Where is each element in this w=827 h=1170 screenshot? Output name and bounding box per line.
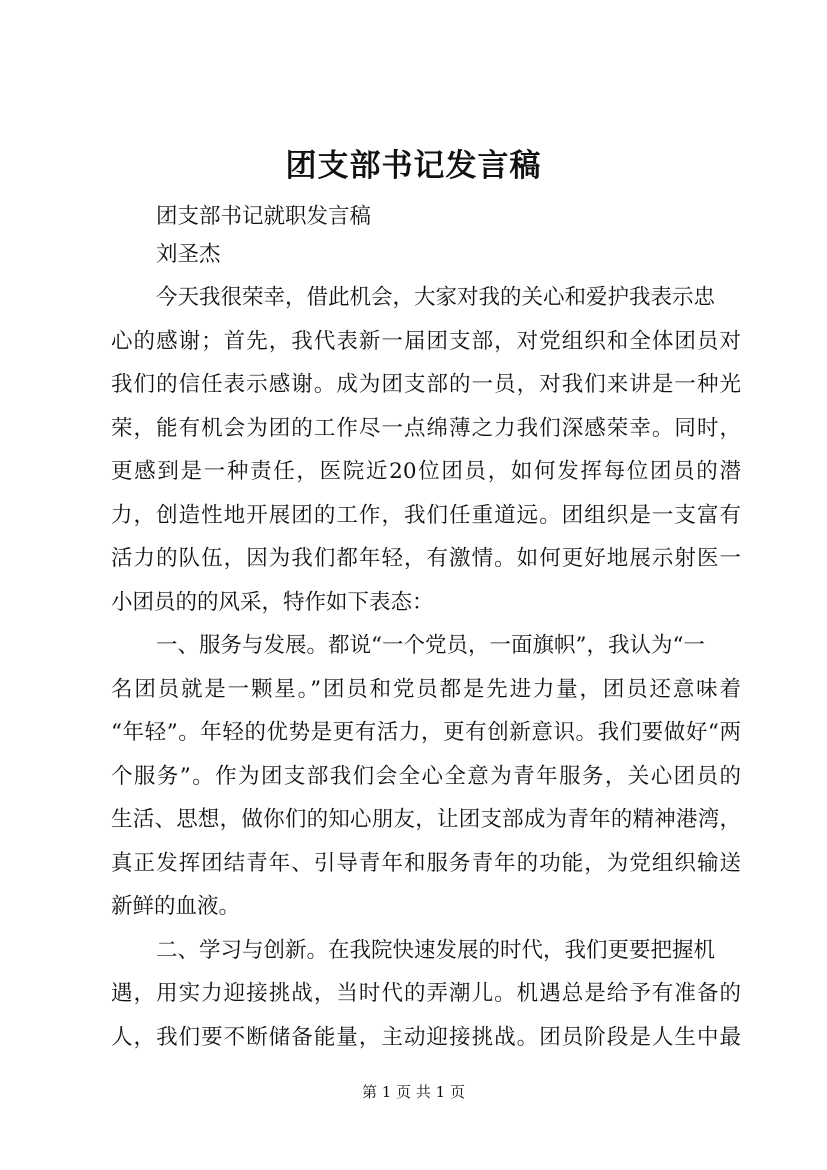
paragraph-line: “年轻”。年轻的优势是更有活力，更有创新意识。我们要做好“两 [111, 720, 741, 745]
paragraph-line: 心的感谢；首先，我代表新一届团支部，对党组织和全体团员对 [111, 329, 741, 354]
paragraph-line: 荣，能有机会为团的工作尽一点绵薄之力我们深感荣幸。同时， [111, 416, 741, 441]
paragraph-line: 活力的队伍，因为我们都年轻，有激情。如何更好地展示射医一 [111, 546, 741, 571]
paragraph-line: 新鲜的血液。 [111, 894, 241, 919]
paragraph-line: 更感到是一种责任，医院近20位团员，如何发挥每位团员的潜 [111, 459, 741, 484]
paragraph-line: 个服务”。作为团支部我们会全心全意为青年服务，关心团员的 [111, 764, 741, 789]
paragraph-line: 小团员的的风采，特作如下表态： [111, 590, 434, 615]
paragraph-line: 名团员就是一颗星。”团员和党员都是先进力量，团员还意味着 [111, 677, 741, 702]
paragraph-line: 人，我们要不断储备能量，主动迎接挑战。团员阶段是人生中最 [111, 1025, 741, 1050]
document-subtitle: 团支部书记就职发言稿 [156, 204, 372, 229]
paragraph-line: 真正发挥团结青年、引导青年和服务青年的功能，为党组织输送 [111, 851, 741, 876]
paragraph-line: 二、学习与创新。在我院快速发展的时代，我们更要把握机 [156, 938, 716, 963]
paragraph-line: 遇，用实力迎接挑战，当时代的弄潮儿。机遇总是给予有准备的 [111, 981, 741, 1006]
paragraph-line: 力，创造性地开展团的工作，我们任重道远。团组织是一支富有 [111, 503, 741, 528]
paragraph-line: 生活、思想，做你们的知心朋友，让团支部成为青年的精神港湾， [111, 807, 741, 832]
paragraph-line: 一、服务与发展。都说“一个党员，一面旗帜”，我认为“一 [156, 633, 705, 658]
page-number-footer: 第 1 页 共 1 页 [362, 1083, 465, 1101]
paragraph-line: 今天我很荣幸，借此机会，大家对我的关心和爱护我表示忠 [156, 285, 716, 310]
document-title: 团支部书记发言稿 [285, 148, 542, 184]
paragraph-line: 我们的信任表示感谢。成为团支部的一员，对我们来讲是一种光 [111, 372, 741, 397]
author-name: 刘圣杰 [156, 242, 221, 267]
